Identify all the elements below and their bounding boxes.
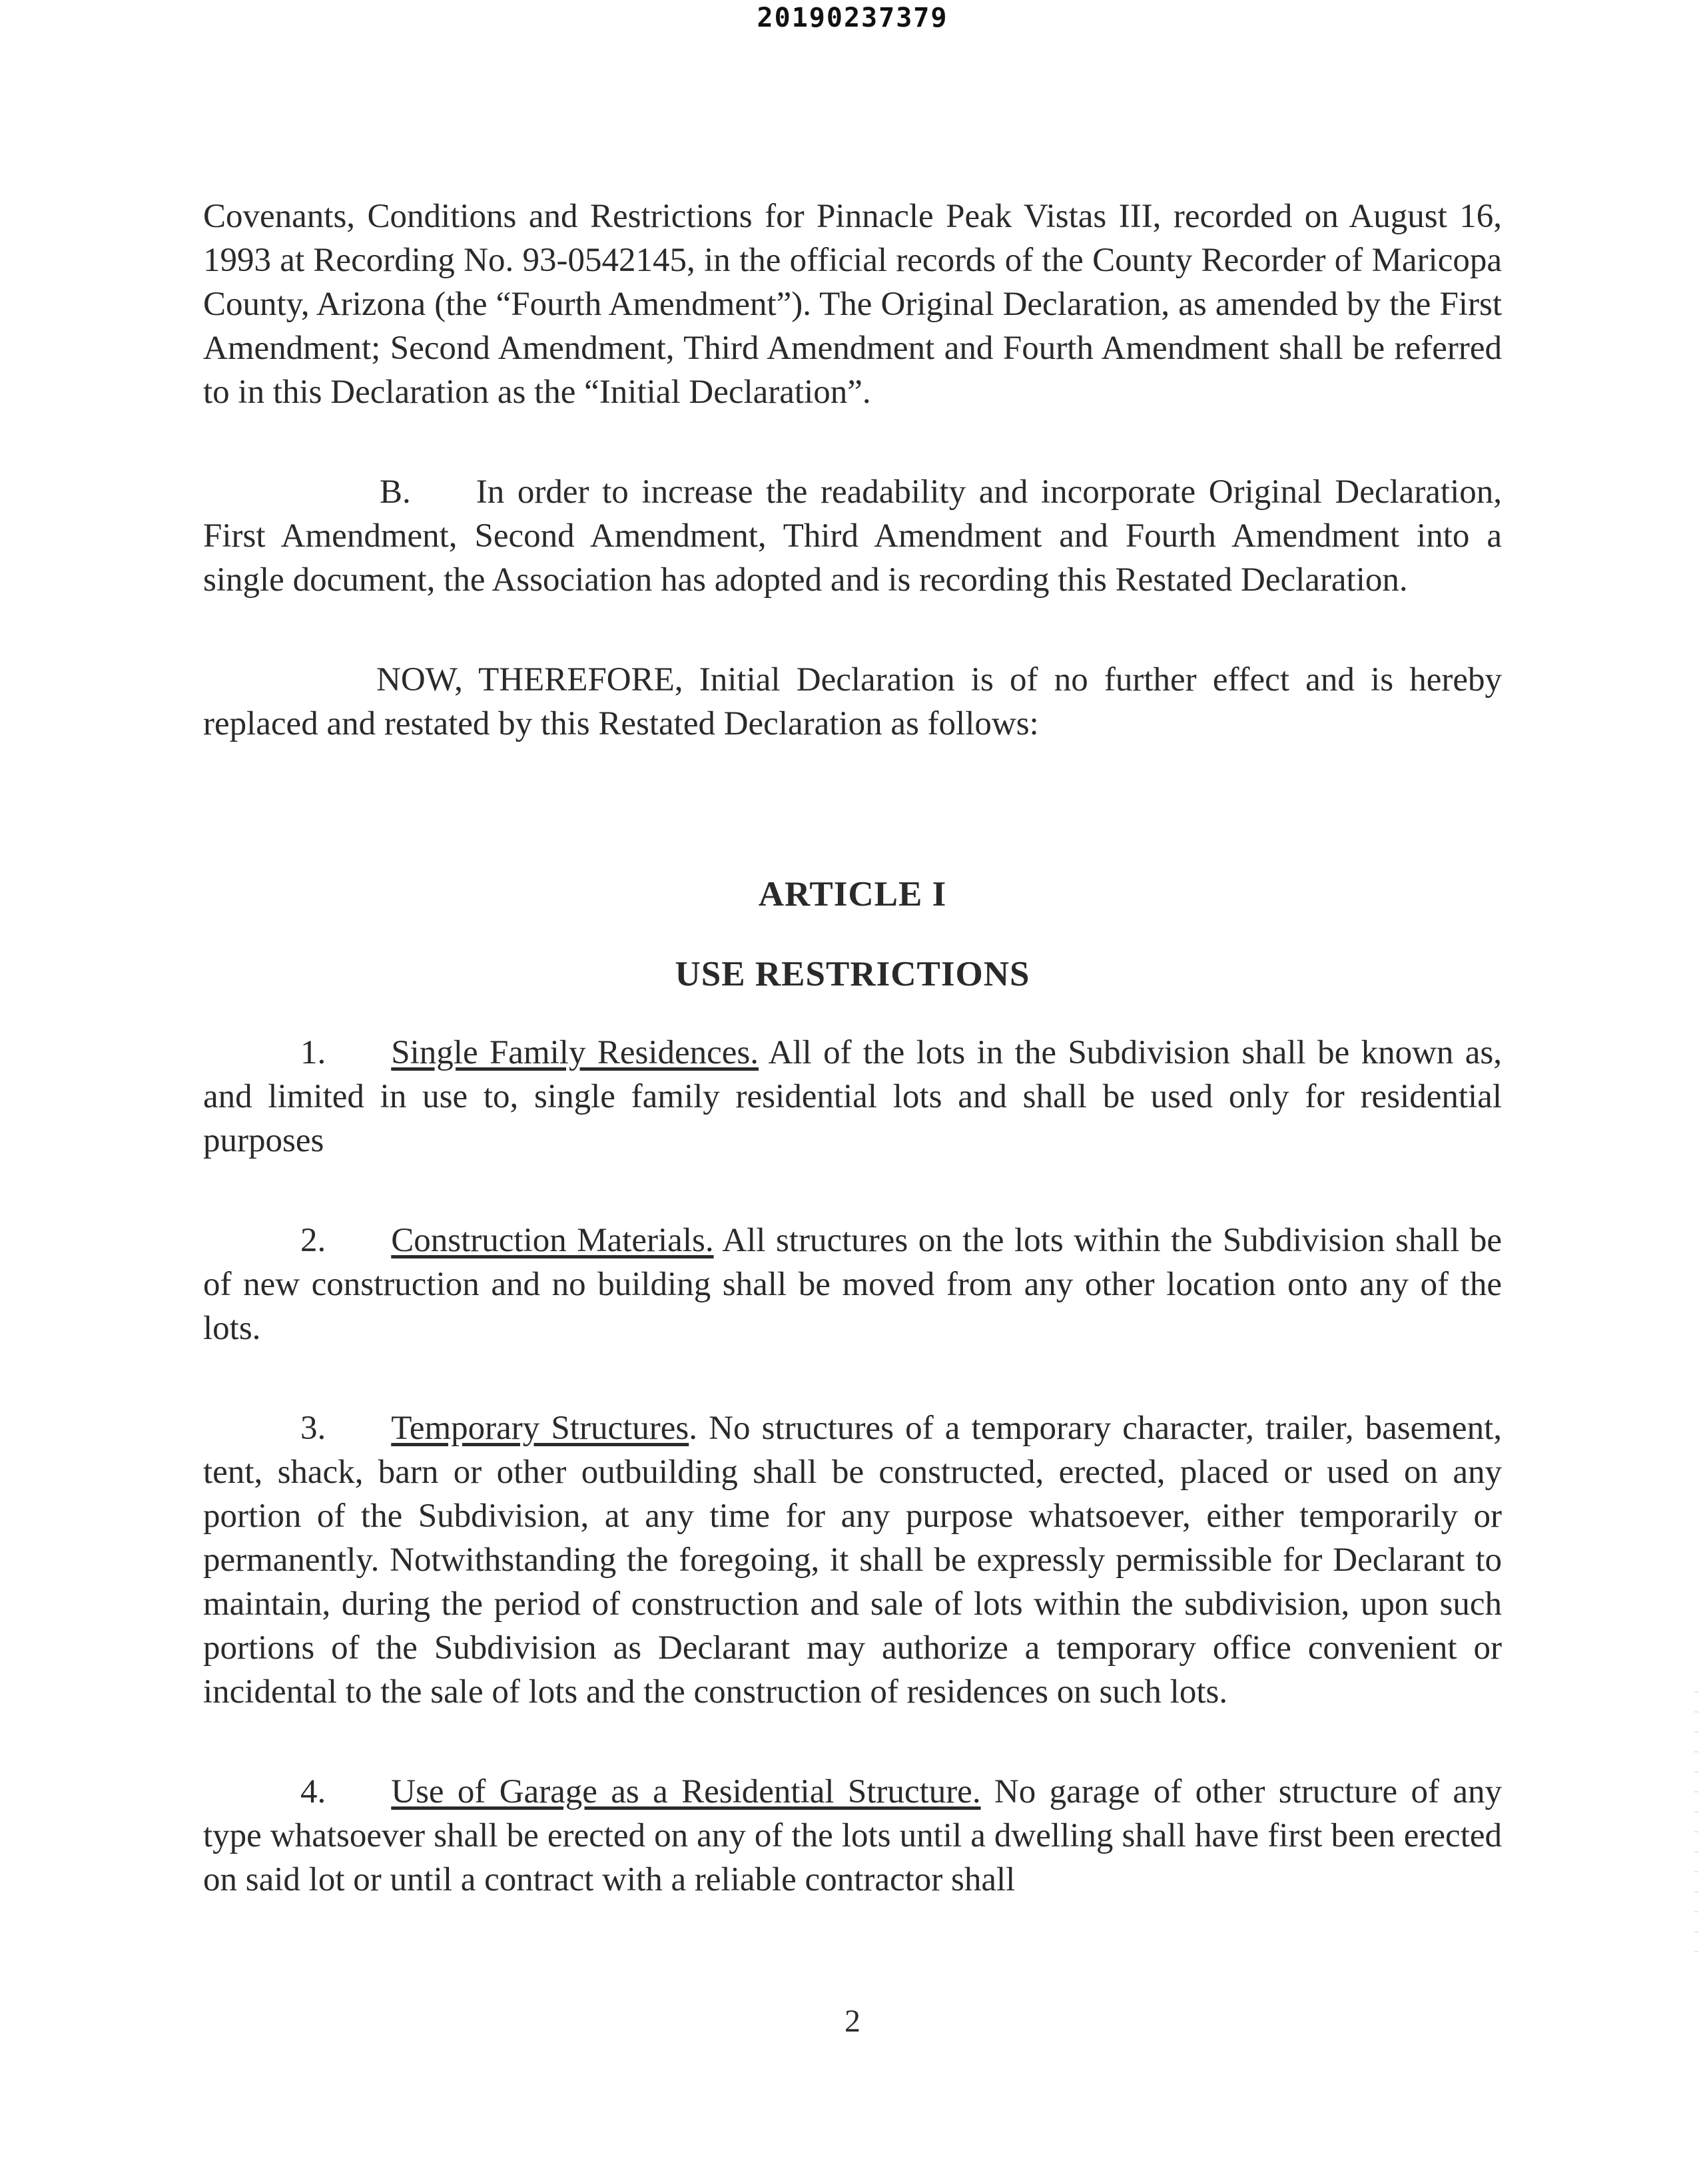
- recital-b-text: In order to increase the readability and incorporate Original Declaration, First Amendment, Second Amendment, Third Amendment and Fourth Amendment into a single document, the Association has adopted and is recording this Restated Declaration.: [203, 473, 1502, 599]
- section-4-number: 4.: [300, 1773, 326, 1810]
- section-4: [203, 1770, 1502, 1902]
- page-number: 2: [845, 2004, 860, 2039]
- article-number: ARTICLE I: [758, 875, 947, 914]
- intro-paragraph: Covenants, Conditions and Restrictions for Pinnacle Peak Vistas III, recorded on August 16, 1993 at Recording No. 93-0542145, in the official records of the County Recorder of Maricopa County, Arizona (the “Fourth Amendment”). The Original Declaration, as amended by the First Amendment; Second Amendment, Third Amendment and Fourth Amendment shall be referred to in this Declaration as the “Initial Declaration”.: [203, 198, 1502, 411]
- section-1: [203, 1031, 1502, 1163]
- article-title: USE RESTRICTIONS: [675, 955, 1030, 993]
- section-2-text: All structures on the lots within the Subdivision shall be of new construction and no building shall be moved from any other location onto any of the lots.: [203, 1222, 1502, 1347]
- section-1-heading: Single Family Residences.: [391, 1034, 759, 1071]
- section-1-number: 1.: [300, 1034, 326, 1071]
- section-1-text: All of the lots in the Subdivision shall be known as, and limited in use to, single family residential lots and shall be used only for residential purposes: [203, 1034, 1502, 1159]
- section-2: [203, 1219, 1502, 1350]
- section-3-text: . No structures of a temporary character, trailer, basement, tent, shack, barn or other outbuilding shall be constructed, erected, placed or used on any portion of the Subdivision, at any time for any purpose whatsoever, either temporarily or permanently. Notwithstanding the foregoing, it shall be expressly permissible for Declarant to maintain, during the period of construction and sale of lots within the subdivision, upon such portions of the Subdivision as Declarant may authorize a temporary office convenient or incidental to the sale of lots and the construction of residences on such lots.: [203, 1410, 1502, 1711]
- recital-b-paragraph: [203, 470, 1502, 602]
- scan-edge-marks: [1694, 1691, 1698, 1971]
- section-2-heading: Construction Materials.: [391, 1222, 714, 1259]
- section-4-text: No garage of other structure of any type whatsoever shall be erected on any of the lots until a dwelling shall have first been erected on said lot or until a contract with a reliable contractor shall: [203, 1773, 1502, 1898]
- document-body: [203, 194, 1502, 1902]
- recital-b-label: B.: [380, 473, 411, 511]
- section-2-number: 2.: [300, 1222, 326, 1259]
- section-3-number: 3.: [300, 1410, 326, 1447]
- recording-number: 20190237379: [757, 3, 948, 33]
- now-therefore-paragraph: NOW, THEREFORE, Initial Declaration is of no further effect and is hereby replaced and restated by this Restated Declaration as follows:: [203, 661, 1502, 742]
- section-3-heading: Temporary Structures: [391, 1410, 689, 1447]
- section-4-heading: Use of Garage as a Residential Structure.: [391, 1773, 981, 1810]
- section-3: [203, 1406, 1502, 1714]
